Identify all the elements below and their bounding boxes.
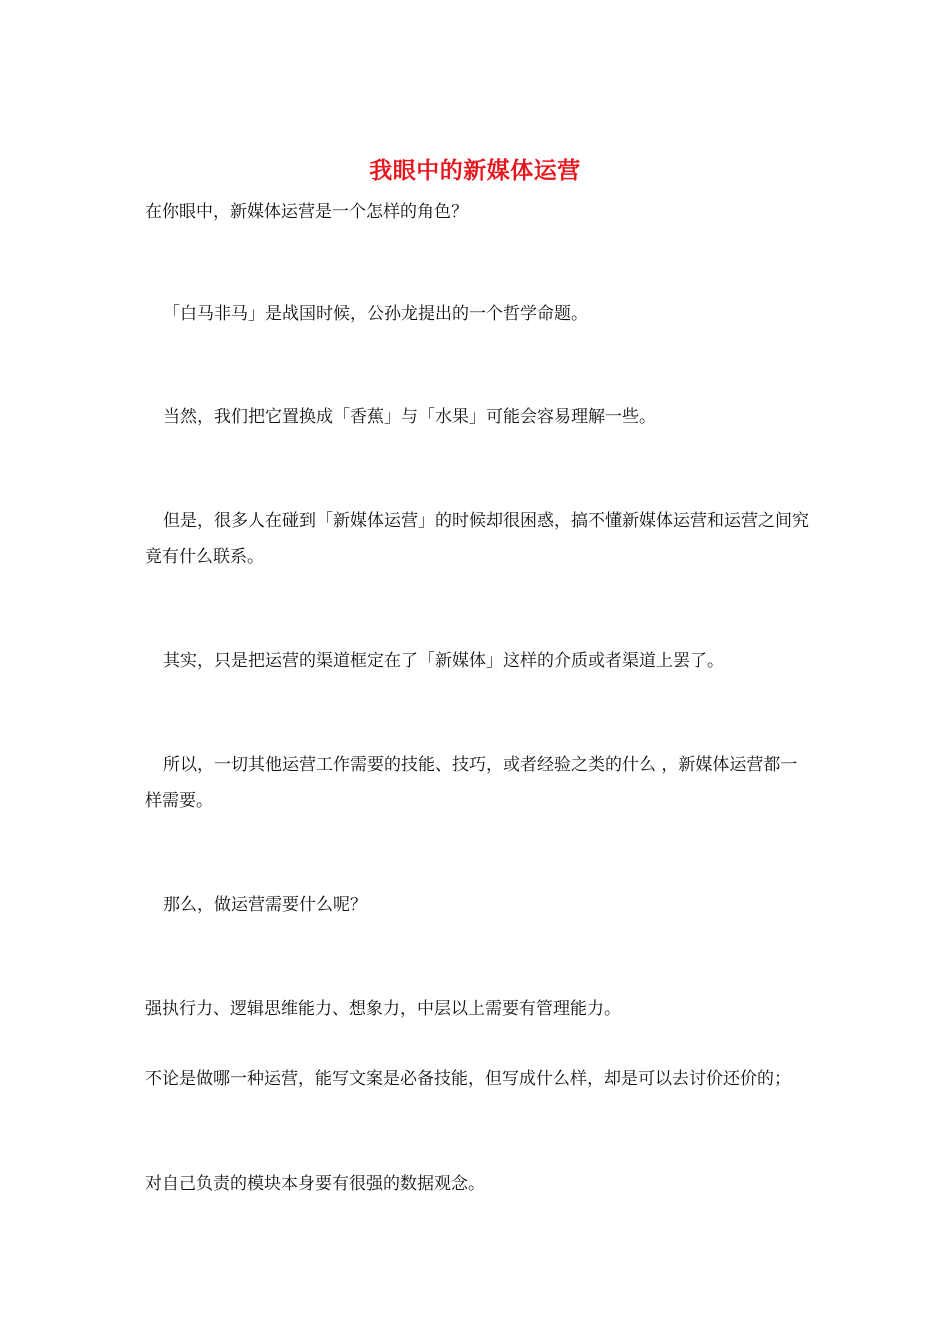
paragraph-what-needed: 那么，做运营需要什么呢？ — [163, 895, 367, 915]
paragraph-skills: 所以，一切其他运营工作需要的技能、技巧，或者经验之类的什么 ，新媒体运营都一样需要。 — [145, 755, 798, 811]
document-title: 我眼中的新媒体运营 — [369, 157, 581, 184]
paragraph-abilities: 强执行力、逻辑思维能力、想象力，中层以上需要有管理能力。 — [145, 999, 621, 1019]
paragraph-intro-question: 在你眼中，新媒体运营是一个怎样的角色？ — [145, 202, 468, 222]
paragraph-banana-fruit: 当然，我们把它置换成「香蕉」与「水果」可能会容易理解一些。 — [163, 407, 656, 427]
paragraph-channel: 其实，只是把运营的渠道框定在了「新媒体」这样的介质或者渠道上罢了。 — [163, 651, 724, 671]
paragraph-copywriting: 不论是做哪一种运营，能写文案是必备技能，但写成什么样，却是可以去讨价还价的； — [145, 1069, 791, 1089]
paragraph-confusion: 但是，很多人在碰到「新媒体运营」的时候却很困惑，搞不懂新媒体运营和运营之间究竟有什么联系。 — [145, 511, 809, 567]
paragraph-white-horse: 「白马非马」是战国时候，公孙龙提出的一个哲学命题。 — [163, 304, 588, 324]
paragraph-data-awareness: 对自己负责的模块本身要有很强的数据观念。 — [145, 1174, 485, 1194]
